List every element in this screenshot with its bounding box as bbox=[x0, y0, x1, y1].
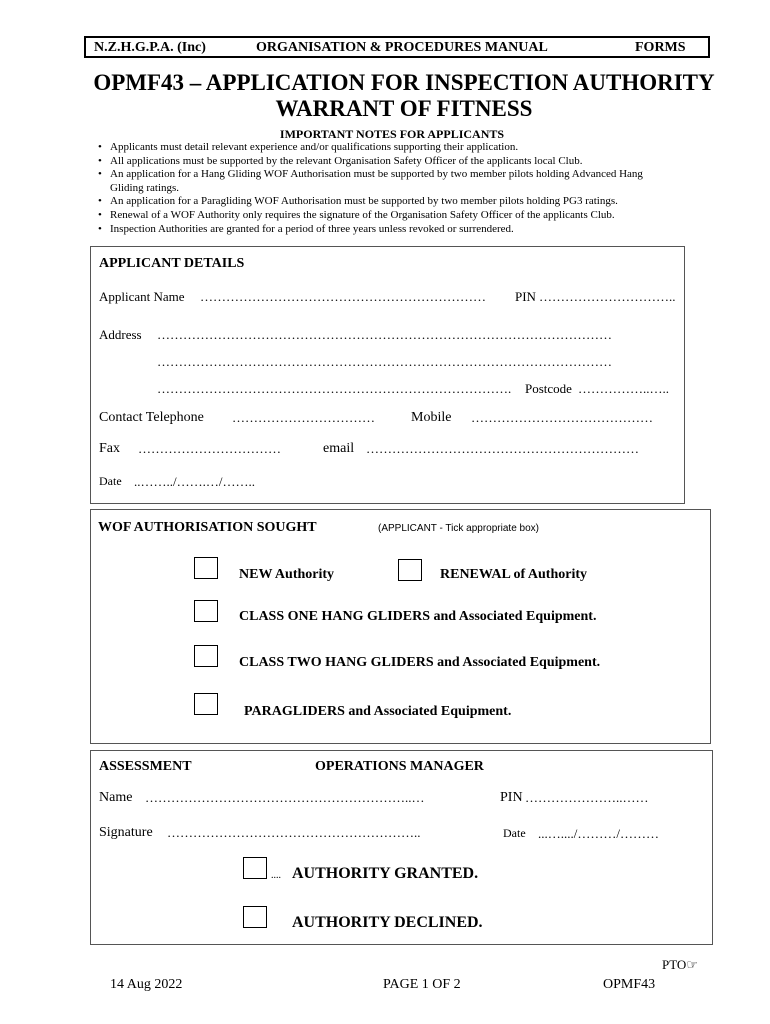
address-field-2[interactable]: …………………………………………………………………………………………… bbox=[157, 354, 612, 369]
signature-label: Signature bbox=[99, 825, 153, 840]
note-item: • An application for a Paragliding WOF Authorisation must be supported by two member pilots holding PG3 ratings. bbox=[98, 195, 718, 209]
signature-field[interactable]: ………………………………………………….. bbox=[167, 825, 421, 840]
contact-telephone-field[interactable]: …………………………… bbox=[232, 410, 375, 425]
header-bar bbox=[84, 36, 710, 58]
applicant-pin-field[interactable]: ………………………….. bbox=[539, 289, 676, 304]
address-field-3[interactable]: ………………………………………………………………………. bbox=[157, 381, 512, 396]
pto-text: PTO bbox=[662, 957, 687, 972]
class-two-label: CLASS TWO HANG GLIDERS and Associated Equipment. bbox=[239, 655, 601, 670]
date-field[interactable]: ..……../…….…/…….. bbox=[134, 474, 255, 489]
footer-page-number: PAGE 1 OF 2 bbox=[383, 977, 461, 992]
contact-telephone-label: Contact Telephone bbox=[99, 410, 204, 425]
new-authority-checkbox[interactable] bbox=[194, 557, 218, 579]
pointing-hand-icon: ☞ bbox=[686, 958, 698, 973]
authority-declined-checkbox[interactable] bbox=[243, 906, 267, 928]
assessor-name-label: Name bbox=[99, 790, 133, 805]
new-authority-label: NEW Authority bbox=[239, 567, 335, 582]
email-field[interactable]: ……………………………………………………… bbox=[366, 441, 639, 456]
email-label: email bbox=[323, 441, 355, 456]
authority-granted-checkbox[interactable] bbox=[243, 857, 267, 879]
postcode-field[interactable]: ……………..….. bbox=[578, 381, 669, 396]
assessor-pin-label: PIN bbox=[500, 790, 523, 805]
paragliders-checkbox[interactable] bbox=[194, 693, 218, 715]
header-section: FORMS bbox=[635, 40, 686, 55]
renewal-authority-label: RENEWAL of Authority bbox=[440, 567, 588, 582]
note-item: • All applications must be supported by the relevant Organisation Safety Officer of the applicants local Club. bbox=[98, 155, 718, 169]
applicant-heading: APPLICANT DETAILS bbox=[99, 256, 245, 271]
assessment-date-field[interactable]: ...…..../………/……… bbox=[538, 826, 659, 841]
address-field-1[interactable]: …………………………………………………………………………………………… bbox=[157, 327, 612, 342]
wof-heading: WOF AUTHORISATION SOUGHT bbox=[98, 520, 317, 535]
applicant-pin-label: PIN bbox=[515, 289, 536, 304]
postcode-label: Postcode bbox=[525, 381, 572, 396]
title-line-2: WARRANT OF FITNESS bbox=[275, 96, 533, 121]
note-item: • Applicants must detail relevant experience and/or qualifications supporting their application. bbox=[98, 141, 718, 155]
authority-declined-label: AUTHORITY DECLINED. bbox=[292, 914, 483, 931]
header-manual: ORGANISATION & PROCEDURES MANUAL bbox=[256, 40, 548, 55]
page-title bbox=[84, 70, 724, 122]
assessment-date-label: Date bbox=[503, 826, 526, 840]
note-item: • An application for a Hang Gliding WOF Authorisation must be supported by two member pilots holding Advanced Hang Gliding ratings. bbox=[98, 168, 670, 195]
note-item: • Renewal of a WOF Authority only requires the signature of the Organisation Safety Officer of the applicants Club. bbox=[98, 209, 718, 223]
assessor-pin-field[interactable]: …………………..…… bbox=[525, 790, 649, 805]
operations-manager-heading: OPERATIONS MANAGER bbox=[315, 759, 484, 774]
class-one-checkbox[interactable] bbox=[194, 600, 218, 622]
title-line-1: OPMF43 – APPLICATION FOR INSPECTION AUTHORITY bbox=[93, 70, 715, 95]
granted-prefix: .... bbox=[271, 870, 281, 881]
fax-label: Fax bbox=[99, 441, 120, 456]
date-label: Date bbox=[99, 474, 122, 488]
notes-heading: IMPORTANT NOTES FOR APPLICANTS bbox=[279, 127, 505, 141]
applicant-name-field[interactable]: ………………………………………………………… bbox=[200, 289, 486, 304]
header-org: N.Z.H.G.P.A. (Inc) bbox=[94, 40, 206, 55]
paragliders-label: PARAGLIDERS and Associated Equipment. bbox=[244, 704, 512, 719]
assessment-heading: ASSESSMENT bbox=[99, 759, 192, 774]
notes-list bbox=[98, 141, 718, 236]
footer-form-code: OPMF43 bbox=[603, 977, 656, 992]
note-item: • Inspection Authorities are granted for a period of three years unless revoked or surrendered. bbox=[98, 223, 718, 237]
mobile-label: Mobile bbox=[411, 410, 452, 425]
wof-hint: (APPLICANT - Tick appropriate box) bbox=[378, 523, 539, 534]
assessor-name-field[interactable]: ……………………………………………………..… bbox=[145, 790, 425, 805]
authority-granted-label: AUTHORITY GRANTED. bbox=[292, 865, 479, 882]
mobile-field[interactable]: …………………………………… bbox=[471, 410, 653, 425]
pto-label bbox=[662, 957, 698, 973]
renewal-authority-checkbox[interactable] bbox=[398, 559, 422, 581]
class-one-label: CLASS ONE HANG GLIDERS and Associated Equipment. bbox=[239, 609, 597, 624]
applicant-name-label: Applicant Name bbox=[99, 289, 185, 304]
fax-field[interactable]: …………………………… bbox=[138, 441, 281, 456]
footer-date: 14 Aug 2022 bbox=[110, 977, 183, 992]
applicant-details-section bbox=[90, 246, 685, 504]
address-label: Address bbox=[99, 327, 142, 342]
class-two-checkbox[interactable] bbox=[194, 645, 218, 667]
